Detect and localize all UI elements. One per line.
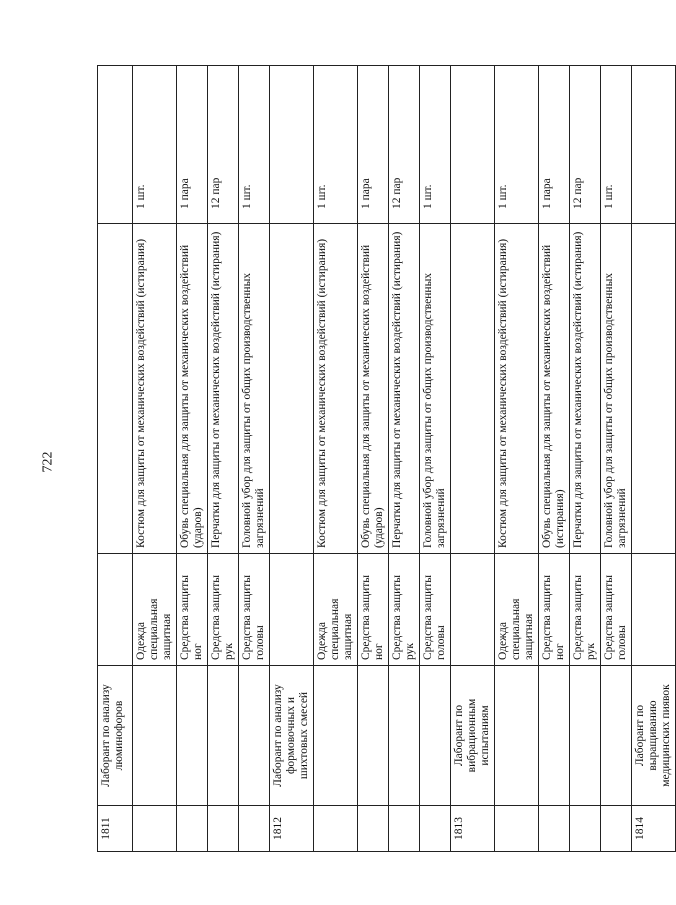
table-row xyxy=(98,66,133,852)
page-number-text: 722 xyxy=(40,451,55,473)
ppe-quantity: 12 пар xyxy=(389,66,420,224)
profession-name: Лаборант по анализу люминофоров xyxy=(98,666,133,806)
ppe-category: Средства защиты ног xyxy=(358,554,389,666)
table-row xyxy=(495,66,539,852)
ppe-item: Обувь специальная для защиты от механических воздействий (ударов) xyxy=(358,224,389,554)
ppe-item: Обувь специальная для защиты от механических воздействий (истирания) xyxy=(539,224,570,554)
table-row xyxy=(133,66,177,852)
ppe-category: Одежда специальная защитная xyxy=(314,554,358,666)
ppe-category: Средства защиты головы xyxy=(420,554,451,666)
page-number xyxy=(38,442,58,482)
table-row xyxy=(570,66,601,852)
ppe-category: Средства защиты головы xyxy=(601,554,632,666)
ppe-quantity: 1 шт. xyxy=(314,66,358,224)
ppe-quantity: 1 пара xyxy=(177,66,208,224)
table-row xyxy=(451,66,495,852)
table-row xyxy=(420,66,451,852)
ppe-quantity: 1 шт. xyxy=(239,66,270,224)
table-row xyxy=(270,66,314,852)
ppe-item: Костюм для защиты от механических воздействий (истирания) xyxy=(314,224,358,554)
ppe-category: Средства защиты рук xyxy=(389,554,420,666)
ppe-category: Одежда специальная защитная xyxy=(133,554,177,666)
ppe-table-wrapper xyxy=(97,66,672,852)
table-row xyxy=(389,66,420,852)
ppe-item: Перчатки для защиты от механических воздействий (истирания) xyxy=(570,224,601,554)
ppe-category: Средства защиты ног xyxy=(539,554,570,666)
ppe-item: Обувь специальная для защиты от механических воздействий (ударов) xyxy=(177,224,208,554)
ppe-table xyxy=(97,65,676,852)
row-number: 1813 xyxy=(451,806,495,852)
table-row xyxy=(539,66,570,852)
ppe-quantity: 12 пар xyxy=(208,66,239,224)
ppe-quantity: 1 шт. xyxy=(133,66,177,224)
table-row xyxy=(632,66,676,852)
table-row xyxy=(358,66,389,852)
table-row xyxy=(177,66,208,852)
profession-name: Лаборант по анализу формовочных и шихтовых смесей xyxy=(270,666,314,806)
ppe-category: Средства защиты головы xyxy=(239,554,270,666)
row-number: 1814 xyxy=(632,806,676,852)
ppe-quantity: 1 шт. xyxy=(420,66,451,224)
ppe-item: Костюм для защиты от механических воздействий (истирания) xyxy=(133,224,177,554)
table-row xyxy=(601,66,632,852)
ppe-quantity: 12 пар xyxy=(570,66,601,224)
ppe-quantity: 1 пара xyxy=(539,66,570,224)
ppe-item: Костюм для защиты от механических воздействий (истирания) xyxy=(495,224,539,554)
ppe-category: Одежда специальная защитная xyxy=(495,554,539,666)
ppe-category: Средства защиты рук xyxy=(570,554,601,666)
table-row xyxy=(239,66,270,852)
ppe-item: Головной убор для защиты от общих производственных загрязнений xyxy=(601,224,632,554)
ppe-item: Головной убор для защиты от общих производственных загрязнений xyxy=(239,224,270,554)
table-row xyxy=(314,66,358,852)
ppe-item: Головной убор для защиты от общих производственных загрязнений xyxy=(420,224,451,554)
ppe-quantity: 1 шт. xyxy=(495,66,539,224)
table-row xyxy=(208,66,239,852)
ppe-quantity: 1 пара xyxy=(358,66,389,224)
ppe-item: Перчатки для защиты от механических воздействий (истирания) xyxy=(389,224,420,554)
row-number: 1811 xyxy=(98,806,133,852)
profession-name: Лаборант по вибрационным испытаниям xyxy=(451,666,495,806)
ppe-category: Средства защиты ног xyxy=(177,554,208,666)
ppe-category: Средства защиты рук xyxy=(208,554,239,666)
ppe-item: Перчатки для защиты от механических воздействий (истирания) xyxy=(208,224,239,554)
profession-name: Лаборант по выращиванию медицинских пиявок xyxy=(632,666,676,806)
ppe-quantity: 1 шт. xyxy=(601,66,632,224)
row-number: 1812 xyxy=(270,806,314,852)
